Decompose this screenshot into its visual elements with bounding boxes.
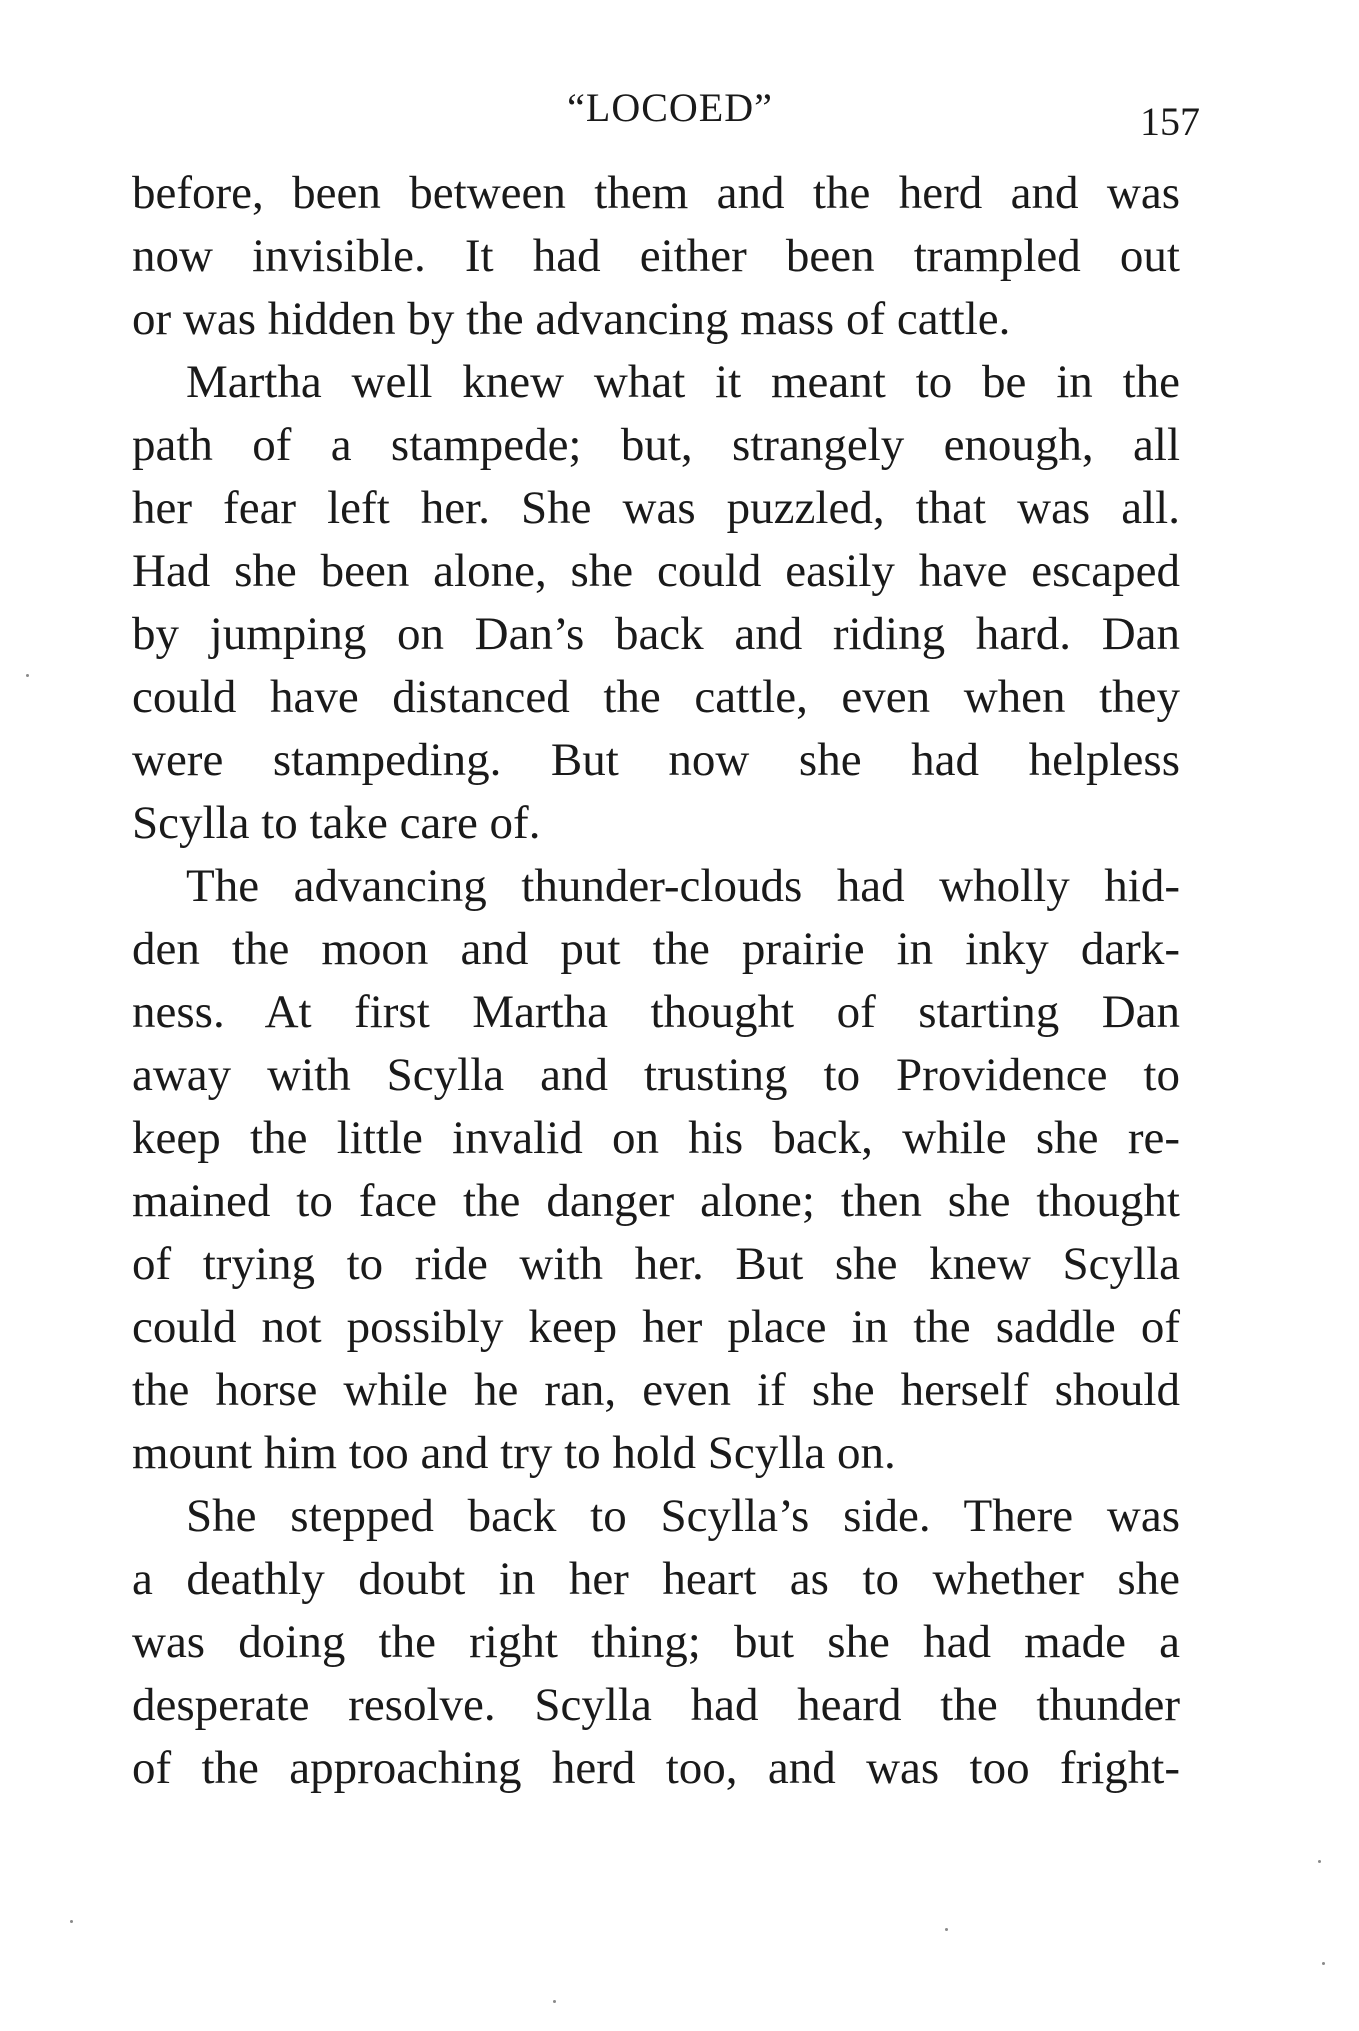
paragraph-start-line: The advancing thunder-clouds had wholly hid- [186,860,1180,912]
text-line: Had she been alone, she could easily have escaped [132,545,1180,597]
text-line: or was hidden by the advancing mass of cattle. [132,293,1011,345]
text-line: Scylla to take care of. [132,797,541,849]
body-text [132,162,1180,1800]
scan-speck [26,674,29,677]
text-line: before, been between them and the herd and was [132,167,1180,219]
text-line: a deathly doubt in her heart as to whether she [132,1553,1180,1605]
text-line: desperate resolve. Scylla had heard the thunder [132,1679,1180,1731]
scan-speck [1322,1962,1325,1965]
scan-speck [1318,1860,1321,1863]
text-line: could not possibly keep her place in the saddle of [132,1301,1180,1353]
text-line: den the moon and put the prairie in inky dark- [132,923,1180,975]
scan-speck [553,2000,556,2003]
text-line: now invisible. It had either been trampled out [132,230,1180,282]
text-line: was doing the right thing; but she had made a [132,1616,1180,1668]
chapter-title: “LOCOED” [567,85,773,130]
text-line: mained to face the danger alone; then she thought [132,1175,1180,1227]
text-line: could have distanced the cattle, even when they [132,671,1180,723]
text-line: the horse while he ran, even if she herself should [132,1364,1180,1416]
text-line: of the approaching herd too, and was too fright- [132,1742,1180,1794]
text-line: path of a stampede; but, strangely enough, all [132,419,1180,471]
scan-speck [70,1920,73,1923]
paragraph-start-line: She stepped back to Scylla’s side. There was [186,1490,1180,1542]
scan-speck [945,1928,948,1931]
text-line: by jumping on Dan’s back and riding hard. Dan [132,608,1180,660]
running-head [0,78,1359,144]
text-line: her fear left her. She was puzzled, that was all. [132,482,1180,534]
text-line: away with Scylla and trusting to Providence to [132,1049,1180,1101]
paragraph-start-line: Martha well knew what it meant to be in the [186,356,1180,408]
text-line: of trying to ride with her. But she knew Scylla [132,1238,1180,1290]
text-line: ness. At first Martha thought of starting Dan [132,986,1180,1038]
text-line: mount him too and try to hold Scylla on. [132,1427,896,1479]
text-line: were stampeding. But now she had helpless [132,734,1180,786]
page-number: 157 [1140,99,1200,144]
text-line: keep the little invalid on his back, while she re- [132,1112,1180,1164]
